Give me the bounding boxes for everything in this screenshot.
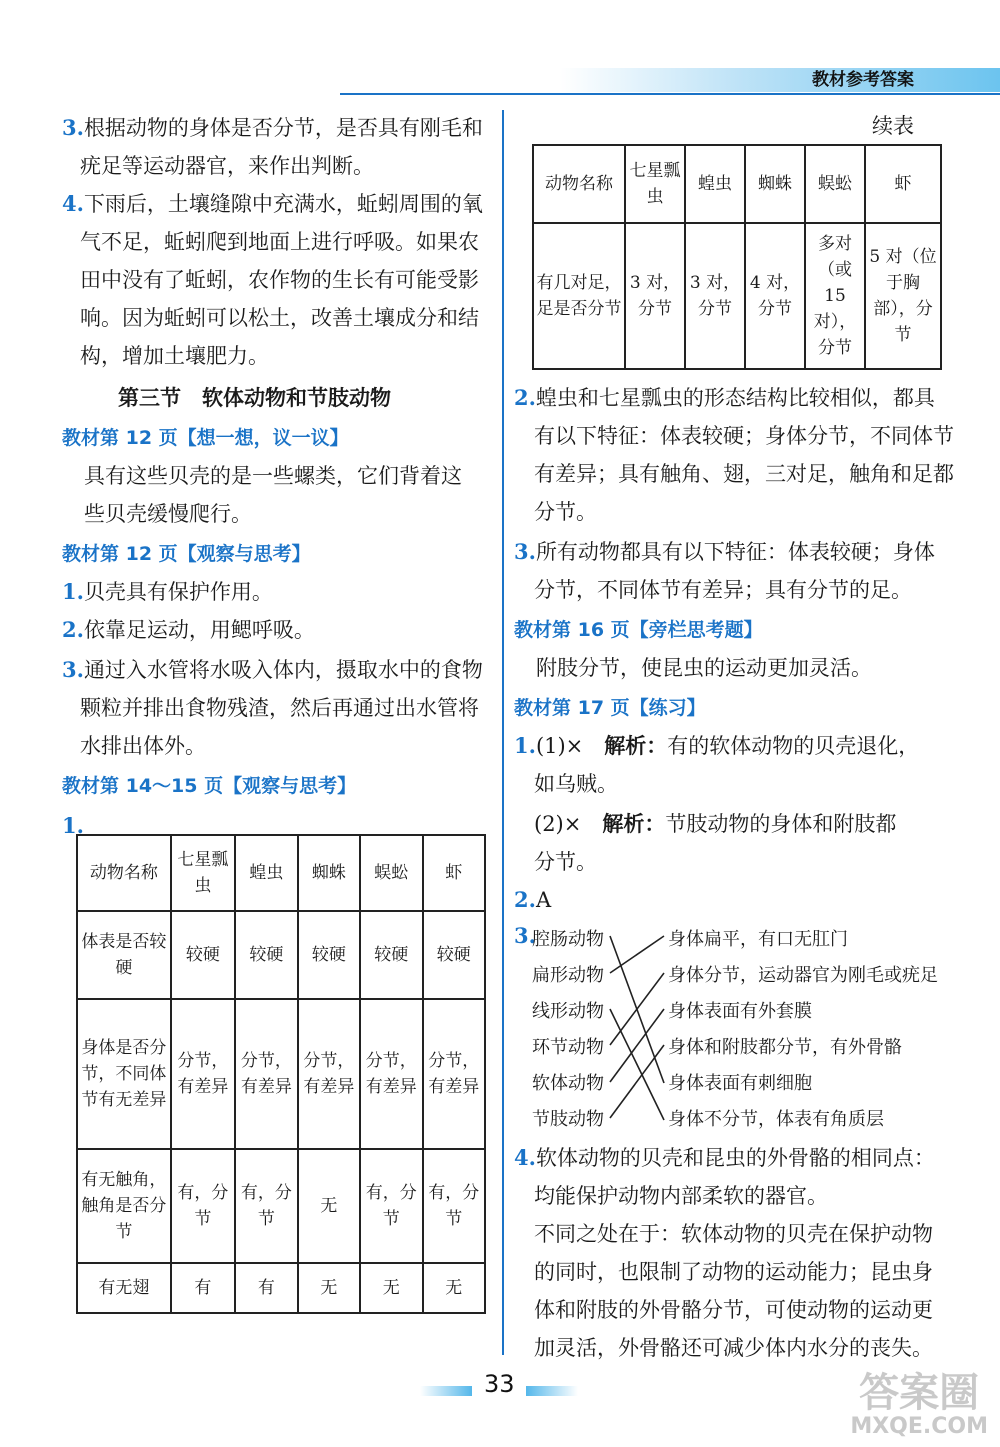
- r2-line3: 有差异；具有触角、翅，三对足，触角和足都: [534, 462, 954, 486]
- table-cell: 无: [298, 1149, 360, 1263]
- table-cell: 有: [235, 1263, 297, 1313]
- answer-shells-line1: 具有这些贝壳的是一些螺类，它们背着这: [84, 464, 462, 488]
- table-cell: 有无触角，触角是否分节: [77, 1149, 171, 1263]
- exercise1-line2: 如乌贼。: [534, 772, 618, 796]
- header-label: 教材参考答案: [812, 70, 914, 90]
- r3-line2: 分节，不同体节有差异；具有分节的足。: [534, 578, 912, 602]
- th-shrimp: 虾: [865, 145, 941, 223]
- table-cell: 有无翅: [77, 1263, 171, 1313]
- matching-diagram: [532, 918, 952, 1140]
- left-p4-line4: 响。因为蚯蚓可以松土，改善土壤成分和结: [80, 306, 479, 330]
- exercise2: 2.A: [514, 887, 552, 912]
- match-right-col: [668, 922, 938, 1138]
- table-cell: 有几对足，足是否分节: [533, 223, 625, 369]
- left-p4-line2: 气不足，蚯蚓爬到地面上进行呼吸。如果农: [80, 230, 479, 254]
- table-cell: 分节，有差异: [360, 999, 422, 1149]
- table-cell: 有，分节: [171, 1149, 236, 1263]
- watermark-url: MXQE.COM: [850, 1414, 988, 1439]
- table-cell: 分节，有差异: [171, 999, 236, 1149]
- table-cell: 3 对，分节: [685, 223, 745, 369]
- r2-line1: 2.蝗虫和七星瓢虫的形态结构比较相似，都具: [514, 385, 935, 410]
- obs-q3-line1: 3.通过入水管将水吸入体内，摄取水中的食物: [62, 657, 483, 682]
- exercise4-line3: 不同之处在于：软体动物的贝壳在保护动物: [534, 1222, 933, 1246]
- th-ladybug: 七星瓢虫: [625, 145, 685, 223]
- match-right-item: 身体扁平，有口无肛门: [668, 929, 848, 950]
- match-left-item: 环节动物: [532, 1037, 604, 1058]
- match-line: [610, 1009, 664, 1082]
- exercise4-line1: 4.软体动物的贝壳和昆虫的外骨骼的相同点：: [514, 1145, 935, 1170]
- th-spider: 蜘蛛: [298, 835, 360, 911]
- match-line: [610, 973, 664, 1045]
- table-cell: 分节，有差异: [235, 999, 297, 1149]
- match-right-item: 身体分节，运动器官为刚毛或疣足: [668, 965, 938, 986]
- table-cell: 有: [171, 1263, 236, 1313]
- table-cell: 无: [423, 1263, 486, 1313]
- th-ladybug: 七星瓢虫: [171, 835, 236, 911]
- table1-number: 1.: [62, 813, 84, 838]
- left-table: [76, 834, 486, 1314]
- match-right-item: 身体表面有外套膜: [668, 1001, 812, 1022]
- answer-shells-line2: 些贝壳缓慢爬行。: [84, 502, 252, 526]
- heading-p14-observe: 教材第 14～15 页【观察与思考】: [62, 775, 357, 797]
- table-cell: 身体是否分节，不同体节有无差异: [77, 999, 171, 1149]
- heading-p17: 教材第 17 页【练习】: [514, 697, 706, 719]
- match-left-item: 软体动物: [532, 1073, 604, 1094]
- exercise1b-line1: (2)× 解析：节肢动物的身体和附肢都: [534, 811, 897, 836]
- table-cell: 较硬: [298, 911, 360, 999]
- exercise1b-line2: 分节。: [534, 850, 597, 874]
- table-cell: 较硬: [423, 911, 486, 999]
- table-cell: 5 对（位于胸部），分节: [865, 223, 941, 369]
- table-cell: 体表是否较硬: [77, 911, 171, 999]
- right-table: [532, 144, 942, 370]
- match-left-item: 腔肠动物: [532, 929, 604, 950]
- left-p4-line5: 构，增加土壤肥力。: [80, 344, 269, 368]
- table-cell: 无: [298, 1263, 360, 1313]
- table-cell: 无: [360, 1263, 422, 1313]
- exercise1-line1: 1.(1)× 解析：有的软体动物的贝壳退化，: [514, 733, 920, 758]
- match-left-item: 扁形动物: [532, 965, 604, 986]
- th-locust: 蝗虫: [685, 145, 745, 223]
- exercise4-line6: 加灵活，外骨骼还可减少体内水分的丧失。: [534, 1336, 933, 1360]
- footer-bar-right: [526, 1386, 578, 1396]
- left-p4-line1: 4.下雨后，土壤缝隙中充满水，蚯蚓周围的氧: [62, 191, 483, 216]
- th-locust: 蝗虫: [235, 835, 297, 911]
- th-name: 动物名称: [533, 145, 625, 223]
- match-left-col: [532, 922, 604, 1138]
- continued-label: 续表: [872, 114, 914, 138]
- header-band: [560, 68, 1000, 92]
- table-cell: 分节，有差异: [298, 999, 360, 1149]
- th-centipede: 蜈蚣: [805, 145, 865, 223]
- obs-q3-line2: 颗粒并排出食物残渣，然后再通过出水管将: [80, 696, 479, 720]
- section-title: 第三节 软体动物和节肢动物: [118, 385, 391, 410]
- table-cell: 较硬: [360, 911, 422, 999]
- match-right-item: 身体和附肢都分节，有外骨骼: [668, 1037, 902, 1058]
- th-spider: 蜘蛛: [745, 145, 805, 223]
- obs-q1: 1.贝壳具有保护作用。: [62, 579, 273, 604]
- obs-q3-line3: 水排出体外。: [80, 734, 206, 758]
- table-cell: 3 对，分节: [625, 223, 685, 369]
- table-cell: 有，分节: [360, 1149, 422, 1263]
- exercise4-line4: 的同时，也限制了动物的运动能力；昆虫身: [534, 1260, 933, 1284]
- match-left-item: 节肢动物: [532, 1109, 604, 1130]
- exercise3-number: 3.: [514, 923, 536, 948]
- left-p3-line2: 疣足等运动器官，来作出判断。: [80, 154, 374, 178]
- page-number: 33: [484, 1370, 515, 1398]
- match-left-item: 线形动物: [532, 1001, 604, 1022]
- left-p4-line3: 田中没有了蚯蚓，农作物的生长有可能受影: [80, 268, 479, 292]
- heading-p12-observe: 教材第 12 页【观察与思考】: [62, 543, 311, 565]
- match-line: [610, 936, 664, 973]
- left-p3-line1: 3.根据动物的身体是否分节，是否具有刚毛和: [62, 115, 483, 140]
- table-cell: 分节，有差异: [423, 999, 486, 1149]
- r3-line1: 3.所有动物都具有以下特征：体表较硬；身体: [514, 539, 935, 564]
- r2-line4: 分节。: [534, 500, 597, 524]
- table-cell: 有，分节: [423, 1149, 486, 1263]
- obs-q2: 2.依靠足运动，用鳃呼吸。: [62, 617, 315, 642]
- th-centipede: 蜈蚣: [360, 835, 422, 911]
- match-line: [610, 1045, 664, 1118]
- heading-p12-think: 教材第 12 页【想一想，议一议】: [62, 427, 349, 449]
- exercise4-line5: 体和附肢的外骨骼分节，可使动物的运动更: [534, 1298, 933, 1322]
- watermark-logo: 答案圈: [859, 1370, 980, 1416]
- sidebar-answer: 附肢分节，使昆虫的运动更加灵活。: [536, 656, 872, 680]
- exercise4-line2: 均能保护动物内部柔软的器官。: [534, 1184, 828, 1208]
- th-name: 动物名称: [77, 835, 171, 911]
- table-cell: 4 对，分节: [745, 223, 805, 369]
- match-line: [610, 1009, 664, 1120]
- header-rule: [340, 93, 1000, 95]
- table-cell: 较硬: [171, 911, 236, 999]
- watermark: [850, 1371, 988, 1439]
- column-divider: [502, 110, 504, 1355]
- th-shrimp: 虾: [423, 835, 486, 911]
- match-right-item: 身体表面有刺细胞: [668, 1073, 812, 1094]
- match-right-item: 身体不分节，体表有角质层: [668, 1109, 884, 1130]
- table-cell: 有，分节: [235, 1149, 297, 1263]
- footer-bar-left: [420, 1386, 472, 1396]
- table-cell: 多对（或 15 对），分节: [805, 223, 865, 369]
- table-cell: 较硬: [235, 911, 297, 999]
- heading-p16: 教材第 16 页【旁栏思考题】: [514, 619, 763, 641]
- r2-line2: 有以下特征：体表较硬；身体分节，不同体节: [534, 424, 954, 448]
